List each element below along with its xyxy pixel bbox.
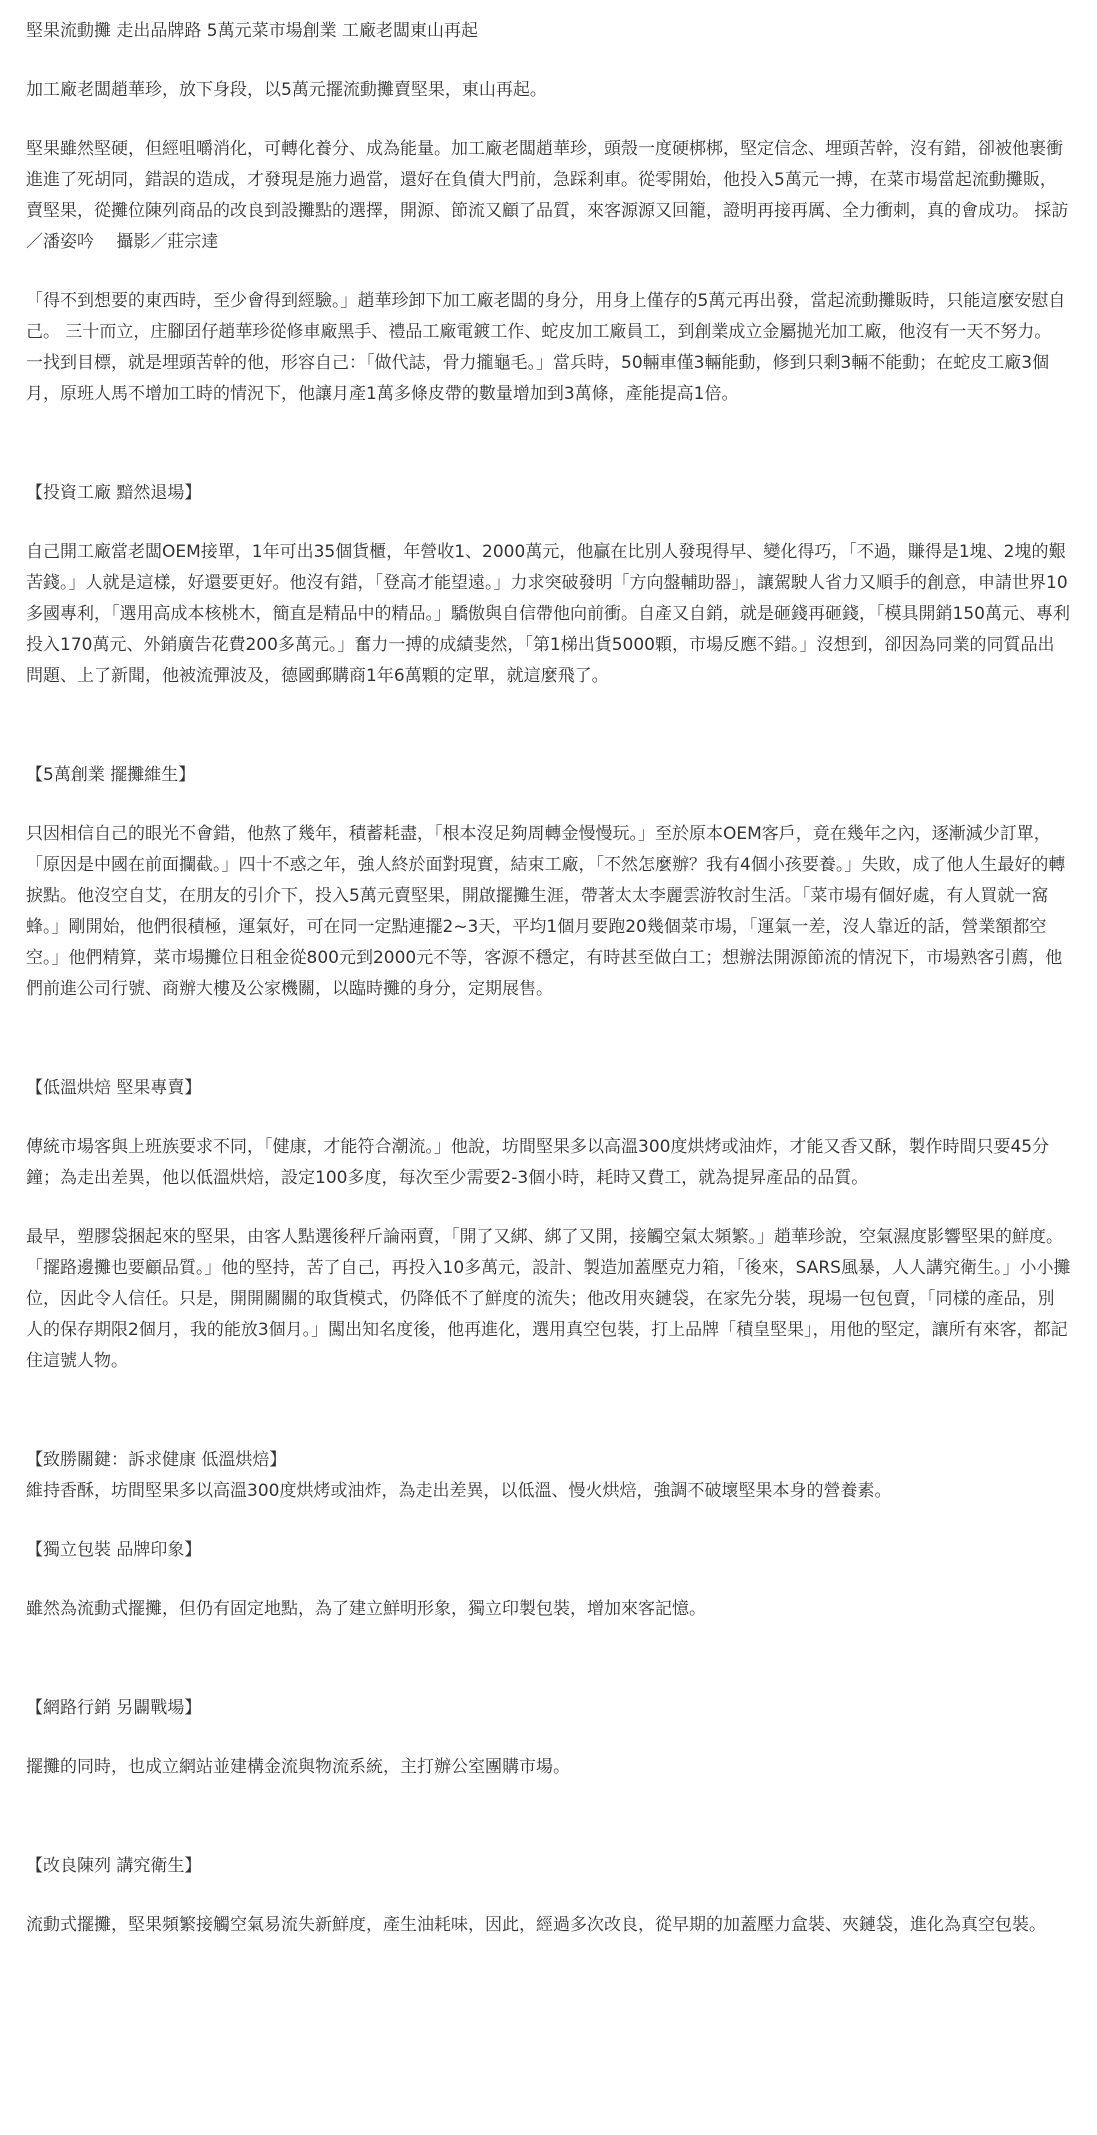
spacer — [26, 720, 1071, 760]
article-lead: 加工廠老闆趙華珍，放下身段，以5萬元擺流動攤賣堅果，東山再起。 — [26, 80, 547, 100]
spacer — [26, 1033, 1071, 1073]
spacer — [26, 1653, 1071, 1693]
paragraph-8: 擺攤的同時，也成立網站並建構金流與物流系統，主打辦公室團購市場。 — [26, 1757, 570, 1777]
section-heading-1: 【投資工廠 黯然退場】 — [26, 483, 202, 503]
section-heading-6: 【網路行銷 另闢戰場】 — [26, 1698, 202, 1718]
section-heading-3: 【低溫烘焙 堅果專賣】 — [26, 1078, 202, 1098]
spacer — [26, 1811, 1071, 1851]
paragraph-1: 「得不到想要的東西時，至少會得到經驗。」趙華珍卸下加工廠老闆的身分，用身上僅存的5萬元再出發，當起流動攤販時，只能這麼安慰自己。 三十而立，庄腳囝仔趙華珍從修車廠黑手、禮品工廠電鍍工作、蛇皮加工廠員工，到創業成立金屬拋光加工廠，他沒有一天不努力。 一找到目標，就是埋頭苦幹的他，形容自己：「做代誌，骨力攏龜毛。」當兵時，50輛車僅3輛能動，修到只剩3輛不能動；在蛇皮工廠3個月，原班人馬不增加工時的情況下，他讓月產1萬多條皮帶的數量增加到3萬條，產能提高1倍。 — [26, 291, 1066, 404]
paragraph-2: 自己開工廠當老闆OEM接單，1年可出35個貨櫃，年營收1、2000萬元，他贏在比別人發現得早、變化得巧，「不過，賺得是1塊、2塊的艱苦錢。」人就是這樣，好還要更好。他沒有錯，「登高才能望遠。」力求突破發明「方向盤輔助器」，讓駕駛人省力又順手的創意，申請世界10多國專利，「選用高成本核桃木，簡直是精品中的精品。」驕傲與自信帶他向前衝。自產又自銷，就是砸錢再砸錢，「模具開銷150萬元、專利投入170萬元、外銷廣告花費200多萬元。」奮力一搏的成績斐然，「第1梯出貨5000顆，市場反應不錯。」沒想到，卻因為同業的同質品出問題、上了新聞，他被流彈波及，德國郵購商1年6萬顆的定單，就這麼飛了。 — [26, 542, 1070, 686]
paragraph-9: 流動式擺攤，堅果頻繁接觸空氣易流失新鮮度，產生油耗味，因此，經過多次改良，從早期的加蓋壓力盒裝、夾鏈袋，進化為真空包裝。 — [26, 1915, 1046, 1935]
section-heading-5: 【獨立包裝 品牌印象】 — [26, 1540, 202, 1560]
spacer — [26, 438, 1071, 478]
paragraph-4: 傳統市場客與上班族要求不同，「健康，才能符合潮流。」他說，坊間堅果多以高溫300度烘烤或油炸，才能又香又酥，製作時間只要45分鐘；為走出差異，他以低溫烘焙，設定100多度，每次至少需要2-3個小時，耗時又費工，就為提昇產品的品質。 — [26, 1137, 1050, 1188]
paragraph-5: 最早，塑膠袋捆起來的堅果，由客人點選後秤斤論兩賣，「開了又綁、綁了又開，接觸空氣太頻繁。」趙華珍說，空氣濕度影響堅果的鮮度。「擺路邊攤也要顧品質。」他的堅持，苦了自己，再投入10多萬元，設計、製造加蓋壓克力箱，「後來，SARS風暴，人人講究衛生。」小小攤位，因此令人信任。只是，開開關關的取貨模式，仍降低不了鮮度的流失；他改用夾鏈袋，在家先分裝，現場一包包賣，「同樣的產品，別人的保存期限2個月，我的能放3個月。」闖出知名度後，他再進化，選用真空包裝，打上品牌「積皇堅果」，用他的堅定，讓所有來客，都記住這號人物。 — [26, 1227, 1071, 1371]
article-title: 堅果流動攤 走出品牌路 5萬元菜市場創業 工廠老闆東山再起 — [26, 21, 479, 41]
article-intro: 堅果雖然堅硬，但經咀嚼消化，可轉化養分、成為能量。加工廠老闆趙華珍，頭殼一度硬梆梆，堅定信念、埋頭苦幹，沒有錯，卻被他裹衝進進了死胡同，錯誤的造成，才發現是施力過當，還好在負債大門前，急踩剎車。從零開始，他投入5萬元一搏，在菜市場當起流動攤販，賣堅果，從攤位陳列商品的改良到設攤點的選擇，開源、節流又顧了品質，來客源源又回籠，證明再接再厲、全力衝刺，真的會成功。 採訪／潘姿吟 攝影／莊宗達 — [26, 139, 1069, 252]
section-heading-4: 【致勝關鍵：訴求健康 低溫烘焙】 — [26, 1450, 287, 1470]
paragraph-3: 只因相信自己的眼光不會錯，他熬了幾年，積蓄耗盡，「根本沒足夠周轉金慢慢玩。」至於原本OEM客戶，竟在幾年之內，逐漸減少訂單，「原因是中國在前面攔截。」四十不惑之年，強人終於面對現實，結束工廠，「不然怎麼辦？我有4個小孩要養。」失敗，成了他人生最好的轉捩點。他沒空自艾，在朋友的引介下，投入5萬元賣堅果，開啟擺攤生涯，帶著太太李麗雲游牧討生活。「菜市場有個好處，有人買就一窩蜂。」剛開始，他們很積極，運氣好，可在同一定點連擺2~3天，平均1個月要跑20幾個菜市場，「運氣一差，沒人靠近的話，營業額都空空。」他們精算，菜市場攤位日租金從800元到2000元不等，客源不穩定，有時甚至做白工；想辦法開源節流的情況下，市場熟客引薦，他們前進公司行號、商辦大樓及公家機關，以臨時攤的身分，定期展售。 — [26, 824, 1066, 999]
paragraph-7: 雖然為流動式擺攤，但仍有固定地點，為了建立鮮明形象，獨立印製包裝，增加來客記憶。 — [26, 1599, 706, 1619]
spacer — [26, 1405, 1071, 1445]
paragraph-6: 維持香酥，坊間堅果多以高溫300度烘烤或油炸，為走出差異，以低溫、慢火烘焙，強調不破壞堅果本身的營養素。 — [26, 1481, 892, 1501]
section-heading-2: 【5萬創業 擺攤維生】 — [26, 765, 196, 785]
section-heading-7: 【改良陳列 講究衛生】 — [26, 1856, 202, 1876]
